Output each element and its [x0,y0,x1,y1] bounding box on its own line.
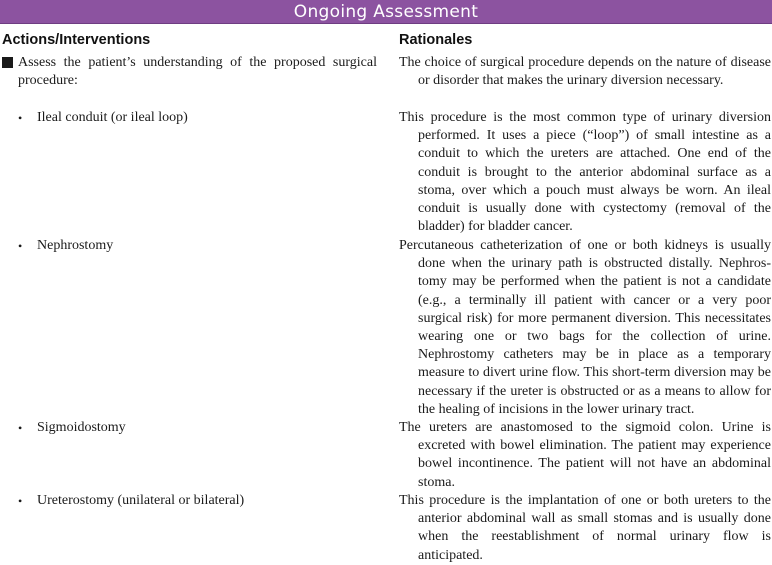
section-title: Ongoing Assessment [293,2,479,22]
rationales-column-header: Rationales [399,32,473,48]
procedure-name: Ileal conduit (or ileal loop) [37,110,188,125]
square-bullet-icon [2,57,13,68]
procedure-rationale: Percutaneous catheterization of one or both kidneys is usually done when the urinary path is obstructed distally. Nephrostomy may be performed when the patient is not a candidate (e.g., a terminally ill patient with cancer or a very poor surgical risk) for more permanent diversion. This necessitates wearing one or two bags for the collection of urine. Nephrostomy catheters may be in place as a temporary measure to divert urine flow. This short-term diversion may be necessary if the ureter is obstructed or as a means to allow for the healing of incisions in the lower urinary tract. [399,238,771,417]
assessment-action-text: Assess the patient’s understanding of the proposed surgical procedure: [18,55,377,89]
procedure-rationale: The ureters are anastomosed to the sigmoid colon. Urine is excreted with bowel elimination. The patient may experience bowel incontinence. The patient will not have an abdominal stoma. [399,420,771,490]
actions-column-header: Actions/Interventions [2,32,151,48]
bullet-icon: • [18,494,23,508]
procedure-name: Ureterostomy (unilateral or bilateral) [37,493,245,508]
bullet-icon: • [18,239,23,253]
procedure-rationale: This procedure is the most common type of urinary diversion performed. It uses a piece (“loop”) of small intestine as a conduit to which the ureters are attached. One end of the conduit is brought to the anterior abdominal surface as a stoma, over which a pouch must always be worn. An ileal conduit is usually done with cystectomy (removal of the bladder) for bladder cancer. [399,110,771,235]
procedure-name: Sigmoidostomy [37,420,126,435]
procedure-name: Nephrostomy [37,238,114,253]
section-banner [0,0,772,24]
procedure-rationale: This procedure is the implantation of one or both ureters to the anterior abdominal wall as small stomas and is usually done when the reestablishment of normal urinary flow is anticipated. [399,493,771,563]
procedure-item [18,419,378,437]
assessment-action [2,54,377,90]
bullet-icon: • [18,421,23,435]
procedure-item [18,237,378,255]
bullet-icon: • [18,111,23,125]
procedure-item [18,109,378,127]
procedure-item [18,492,378,510]
assessment-rationale: The choice of surgical procedure depends on the nature of disease or disorder that makes the urinary diversion necessary. [399,55,771,89]
